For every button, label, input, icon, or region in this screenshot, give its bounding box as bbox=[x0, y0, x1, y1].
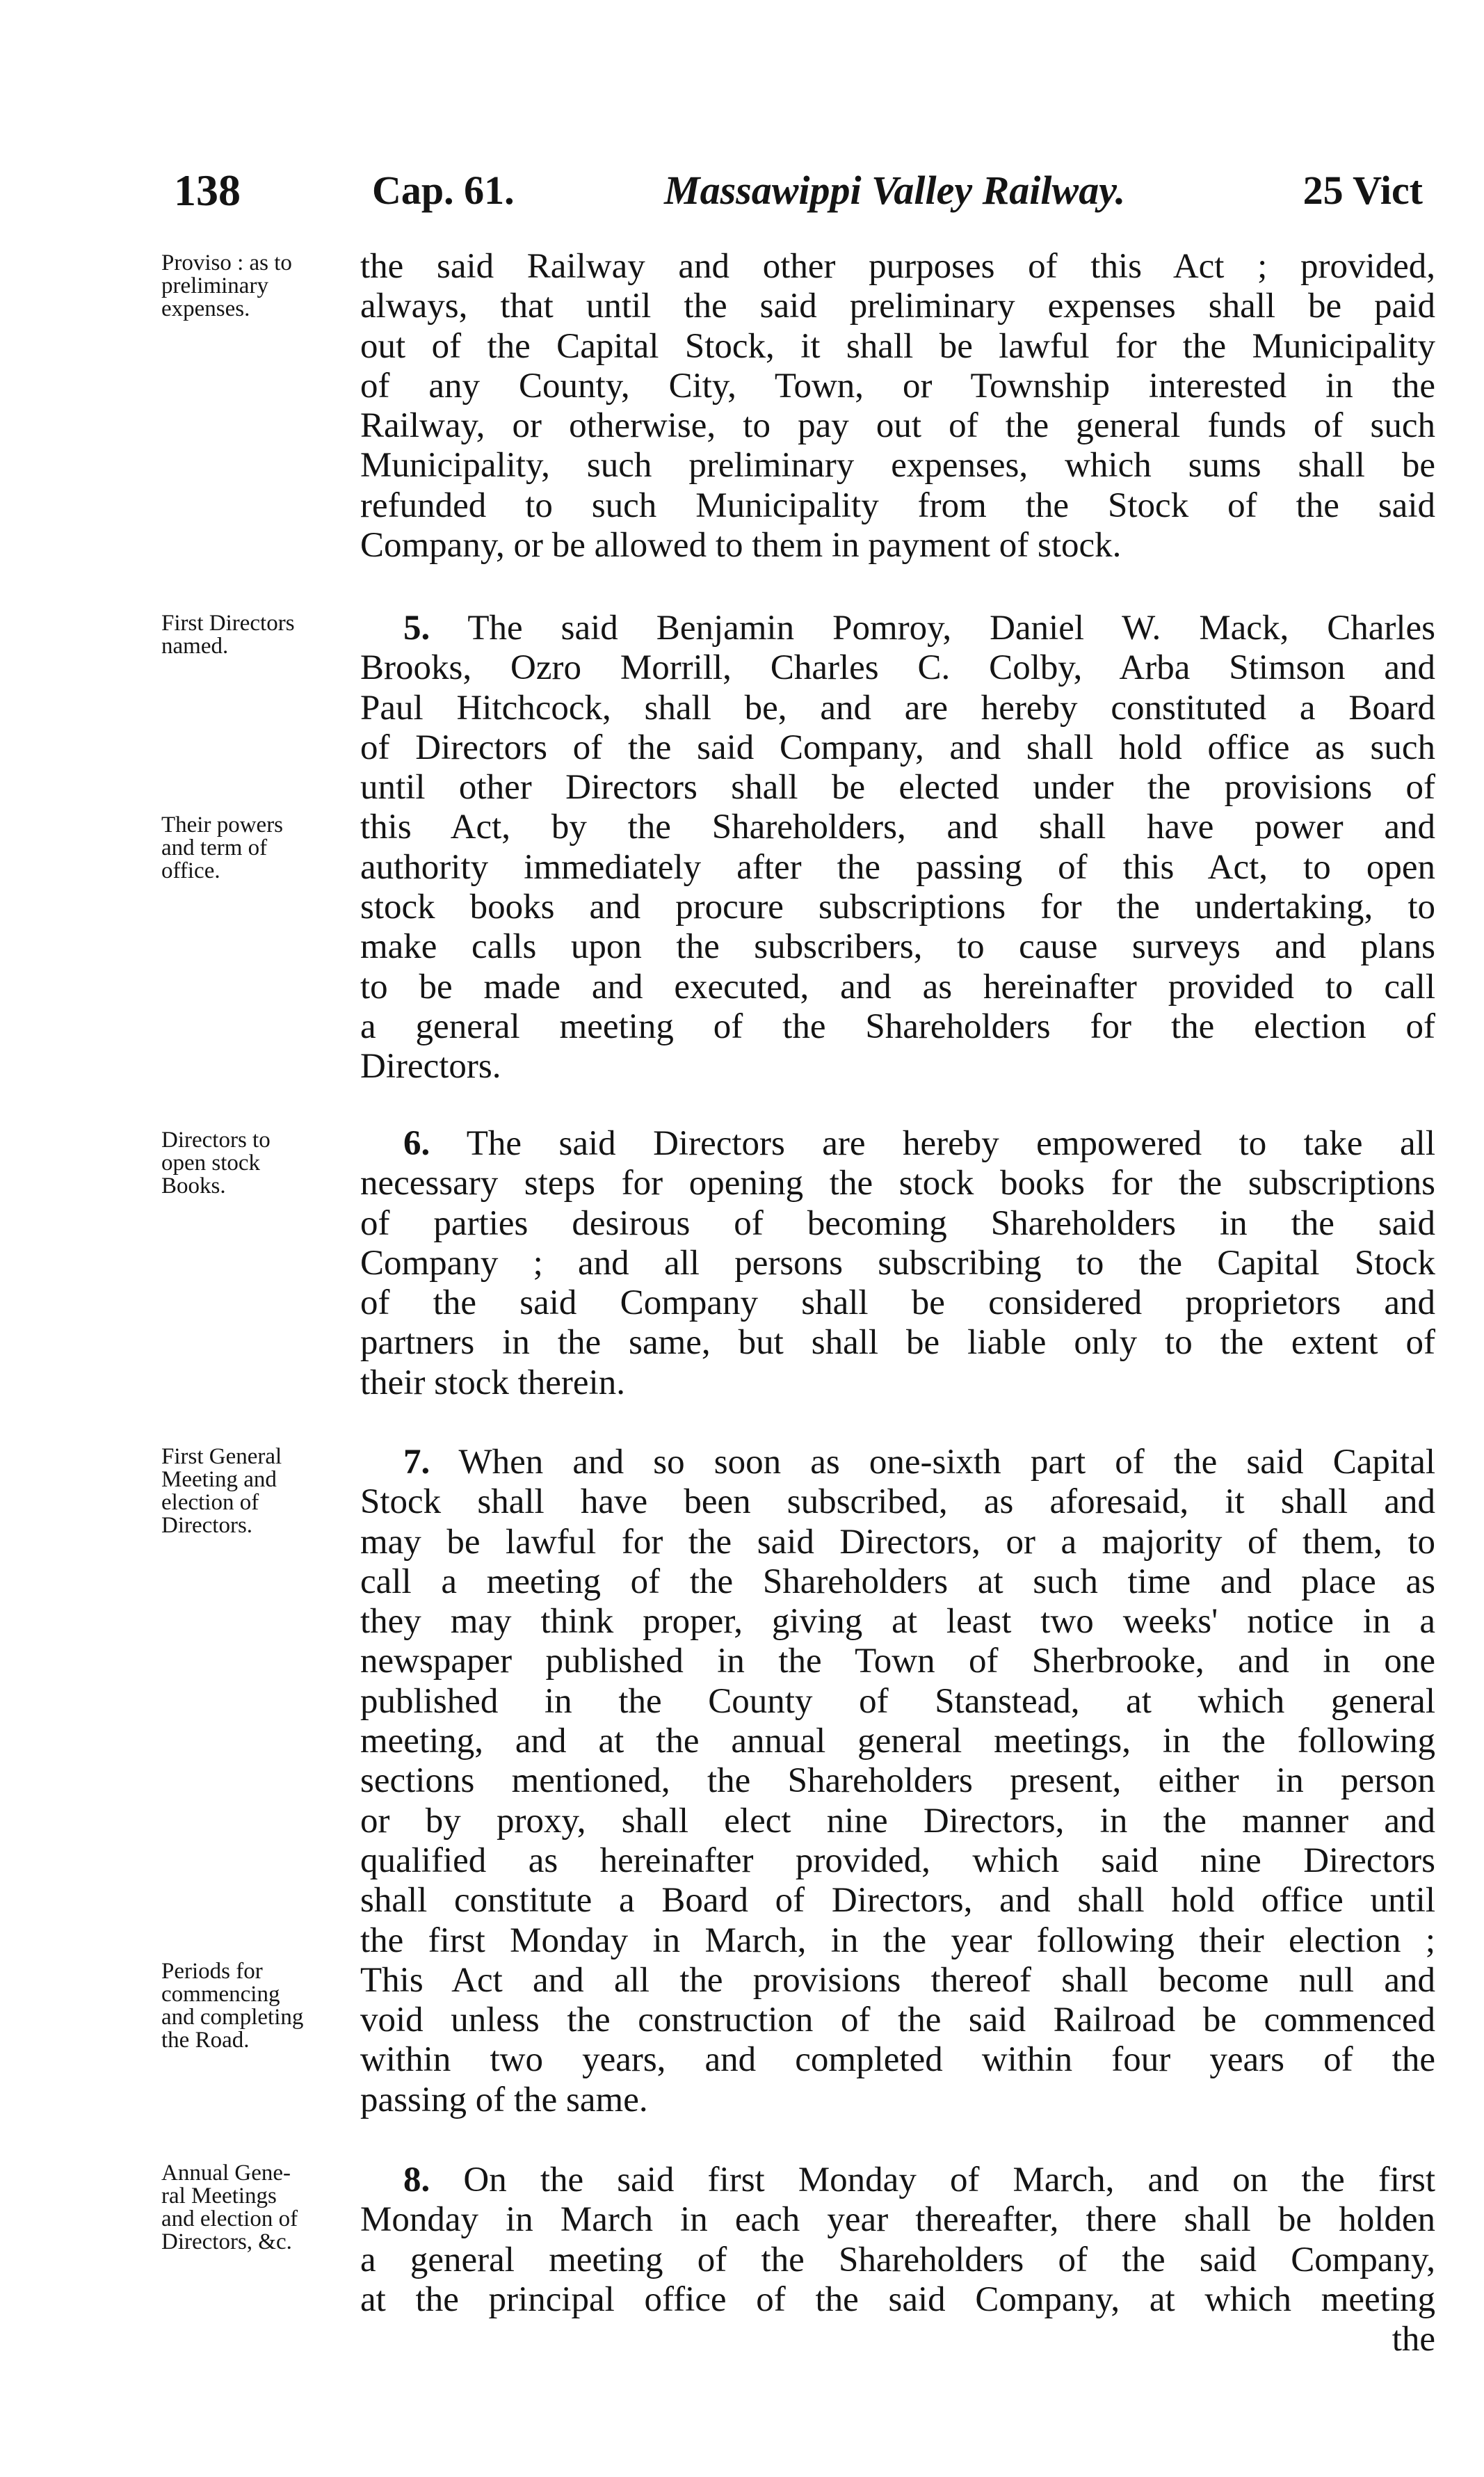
sidenote-first-directors bbox=[161, 612, 363, 658]
text-line: void unless the construction of the said Railroad be commenced bbox=[360, 2001, 1435, 2040]
text-line: they may think proper, giving at least two weeks' notice in a bbox=[360, 1602, 1435, 1642]
section-8 bbox=[360, 2161, 1435, 2359]
text-line: When and so soon as one-sixth part of the said Capital bbox=[458, 1443, 1435, 1482]
text-line: this Act, by the Shareholders, and shall have power and bbox=[360, 808, 1435, 847]
text-line: of any County, City, Town, or Township interested in the bbox=[360, 366, 1435, 406]
sidenote-line: Directors. bbox=[161, 1513, 253, 1538]
sidenote-powers bbox=[161, 814, 363, 883]
section-7-first-line bbox=[360, 1443, 1435, 1482]
catchword: the bbox=[1392, 2320, 1435, 2359]
sidenote-line: Periods for bbox=[161, 1959, 263, 1984]
text-line: at the principal office of the said Company, at which meeting bbox=[360, 2279, 1435, 2319]
text-line: partners in the same, but shall be liable only to the extent of bbox=[360, 1323, 1435, 1363]
text-line: to be made and executed, and as hereinafter provided to call bbox=[360, 967, 1435, 1007]
text-line: necessary steps for opening the stock books for the subscriptions bbox=[360, 1164, 1435, 1203]
text-line: their stock therein. bbox=[360, 1363, 625, 1402]
sidenote-line: Proviso : as to bbox=[161, 250, 292, 275]
section-7 bbox=[360, 1443, 1435, 2120]
section-number: 5. bbox=[403, 609, 430, 648]
section-6-first-line bbox=[360, 1124, 1435, 1164]
text-line: out of the Capital Stock, it shall be lawful for the Municipality bbox=[360, 326, 1435, 366]
sidenote-line: the Road. bbox=[161, 2028, 250, 2053]
sidenote-line: expenses. bbox=[161, 296, 250, 321]
sidenote-line: Books. bbox=[161, 1173, 226, 1199]
text-line: passing of the same. bbox=[360, 2080, 648, 2119]
text-line: the said Railway and other purposes of this Act ; provided, bbox=[360, 247, 1435, 286]
sidenote-line: Directors to bbox=[161, 1128, 271, 1153]
section-number: 8. bbox=[403, 2161, 430, 2199]
text-line: The said Benjamin Pomroy, Daniel W. Mack, Charles bbox=[467, 609, 1435, 648]
sidenote-line: preliminary bbox=[161, 273, 268, 298]
section-number: 6. bbox=[403, 1124, 430, 1163]
sidenote-line: Directors, &c. bbox=[161, 2229, 292, 2254]
sidenote-line: ral Meetings bbox=[161, 2183, 277, 2209]
sidenote-line: and election of bbox=[161, 2206, 298, 2231]
chapter-number: Cap. 61. bbox=[372, 168, 515, 213]
text-line: call a meeting of the Shareholders at such time and place as bbox=[360, 1562, 1435, 1601]
text-line: published in the County of Stanstead, at which general bbox=[360, 1681, 1435, 1721]
text-line: Railway, or otherwise, to pay out of the general funds of such bbox=[360, 406, 1435, 446]
text-line: The said Directors are hereby empowered to take all bbox=[466, 1124, 1435, 1163]
sidenote-line: First Directors bbox=[161, 611, 295, 636]
sidenote-line: and completing bbox=[161, 2005, 304, 2030]
sidenote-annual bbox=[161, 2162, 363, 2254]
text-line: sections mentioned, the Shareholders present, either in person bbox=[360, 1761, 1435, 1801]
sidenote-line: Meeting and bbox=[161, 1467, 277, 1492]
text-line: newspaper published in the Town of Sherbrooke, and in one bbox=[360, 1642, 1435, 1681]
text-line: Directors. bbox=[360, 1047, 501, 1087]
text-line: a general meeting of the Shareholders of the said Company, bbox=[360, 2240, 1435, 2279]
sidenote-line: Their powers bbox=[161, 812, 284, 837]
text-line: This Act and all the provisions thereof shall become null and bbox=[360, 1960, 1435, 2000]
text-line: until other Directors shall be elected under the provisions of bbox=[360, 768, 1435, 808]
running-title: Massawippi Valley Railway. bbox=[664, 168, 1126, 213]
text-line: of the said Company shall be considered proprietors and bbox=[360, 1283, 1435, 1323]
text-line: Company ; and all persons subscribing to the Capital Stock bbox=[360, 1243, 1435, 1283]
sidenote-line: commencing bbox=[161, 1982, 280, 2007]
sidenote-line: and term of bbox=[161, 835, 268, 860]
text-line: a general meeting of the Shareholders for the election of bbox=[360, 1007, 1435, 1046]
text-line: Stock shall have been subscribed, as aforesaid, it shall and bbox=[360, 1482, 1435, 1522]
text-line: within two years, and completed within four years of the bbox=[360, 2040, 1435, 2080]
section-8-first-line bbox=[360, 2161, 1435, 2200]
page-number: 138 bbox=[174, 166, 241, 215]
text-line: the first Monday in March, in the year following their election ; bbox=[360, 1921, 1435, 1960]
text-line: make calls upon the subscribers, to cause surveys and plans bbox=[360, 927, 1435, 967]
text-line: Paul Hitchcock, shall be, and are hereby constituted a Board bbox=[360, 688, 1435, 728]
text-line: of parties desirous of becoming Shareholders in the said bbox=[360, 1203, 1435, 1243]
sidenote-line: open stock bbox=[161, 1151, 261, 1176]
section-6 bbox=[360, 1124, 1435, 1403]
text-line: Monday in March in each year thereafter, there shall be holden bbox=[360, 2200, 1435, 2240]
sidenote-proviso bbox=[161, 252, 363, 321]
section-5-first-line bbox=[360, 609, 1435, 648]
paragraph-intro bbox=[360, 247, 1435, 566]
text-line: Municipality, such preliminary expenses, which sums shall be bbox=[360, 446, 1435, 486]
sidenote-general-meeting bbox=[161, 1445, 363, 1537]
section-5 bbox=[360, 609, 1435, 1087]
sidenote-line: office. bbox=[161, 858, 220, 883]
regnal-year: 25 Vict bbox=[1302, 168, 1423, 213]
text-line: authority immediately after the passing of this Act, to open bbox=[360, 847, 1435, 887]
text-line: always, that until the said preliminary expenses shall be paid bbox=[360, 287, 1435, 326]
text-line: On the said first Monday of March, and on the first bbox=[463, 2161, 1436, 2199]
text-line: Brooks, Ozro Morrill, Charles C. Colby, Arba Stimson and bbox=[360, 648, 1435, 688]
text-line: refunded to such Municipality from the Stock of the said bbox=[360, 486, 1435, 525]
text-line: qualified as hereinafter provided, which said nine Directors bbox=[360, 1841, 1435, 1880]
text-line: of Directors of the said Company, and shall hold office as such bbox=[360, 728, 1435, 767]
text-line: or by proxy, shall elect nine Directors, in the manner and bbox=[360, 1801, 1435, 1841]
text-line: stock books and procure subscriptions for the undertaking, to bbox=[360, 888, 1435, 927]
sidenote-line: Annual Gene- bbox=[161, 2161, 291, 2186]
sidenote-directors-books bbox=[161, 1129, 363, 1198]
sidenote-line: named. bbox=[161, 634, 229, 659]
sidenote-line: First General bbox=[161, 1444, 282, 1469]
sidenote-periods bbox=[161, 1960, 363, 2052]
text-line: may be lawful for the said Directors, or a majority of them, to bbox=[360, 1522, 1435, 1562]
text-line: meeting, and at the annual general meetings, in the following bbox=[360, 1722, 1435, 1761]
section-number: 7. bbox=[403, 1443, 430, 1482]
text-line: Company, or be allowed to them in payment of stock. bbox=[360, 526, 1122, 566]
sidenote-line: election of bbox=[161, 1490, 259, 1515]
text-line: shall constitute a Board of Directors, and shall hold office until bbox=[360, 1881, 1435, 1921]
